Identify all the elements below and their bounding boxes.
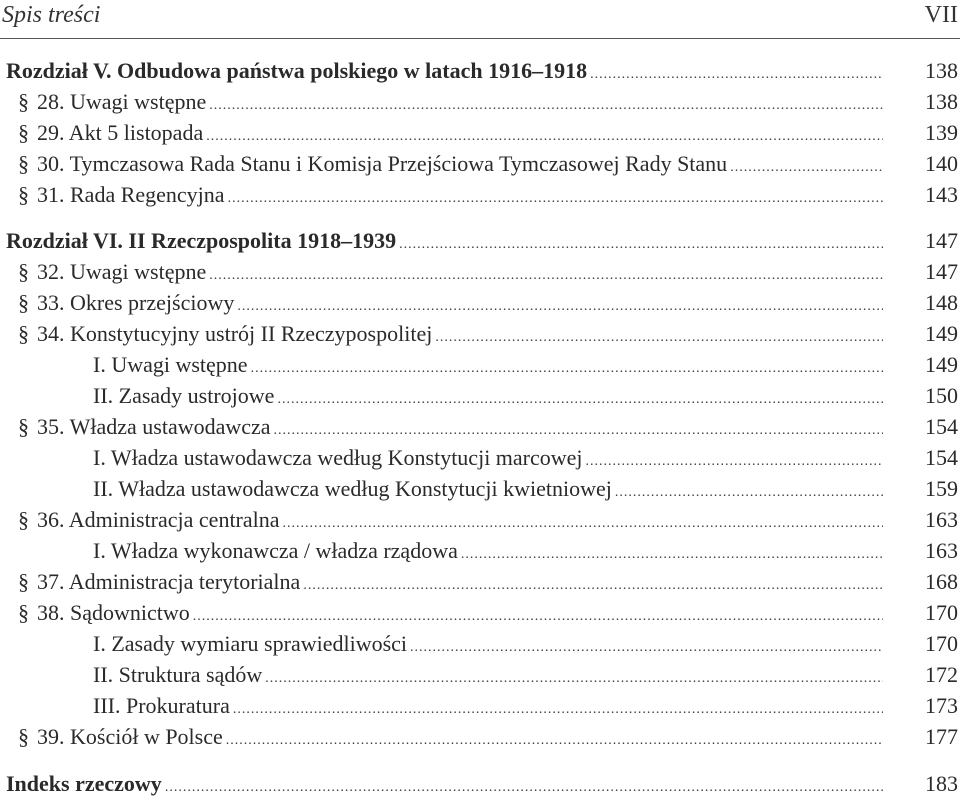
dot-leader xyxy=(461,540,883,570)
dot-leader xyxy=(274,416,883,446)
toc-entry-line xyxy=(18,118,883,148)
toc-entry-label: II. Zasady ustrojowe xyxy=(93,383,275,408)
toc-page-number: 172 xyxy=(925,662,958,687)
dot-leader xyxy=(283,509,883,539)
toc-page-number: 163 xyxy=(925,507,958,532)
dot-leader xyxy=(586,447,883,477)
dot-leader xyxy=(209,91,883,121)
dot-leader xyxy=(226,726,883,756)
toc-entry-line xyxy=(93,536,883,566)
toc-entry-line xyxy=(18,319,883,349)
dot-leader xyxy=(209,261,883,291)
section-sign: § xyxy=(18,724,29,749)
toc-entry-line xyxy=(18,257,883,287)
toc-page-number: 138 xyxy=(925,89,958,114)
toc-entry-label: II. Struktura sądów xyxy=(93,662,263,687)
toc-entry-line xyxy=(93,660,883,690)
toc-subsection-entry[interactable] xyxy=(0,381,960,411)
page-number-roman: VII xyxy=(924,2,958,28)
toc-entry-line xyxy=(18,149,883,179)
toc-entry-label: Indeks rzeczowy xyxy=(6,771,162,796)
section-sign: § xyxy=(18,321,29,346)
toc-subsection-entry[interactable] xyxy=(0,350,960,380)
dot-leader xyxy=(399,230,883,260)
toc-page-number: 147 xyxy=(925,259,958,284)
toc-entry-line xyxy=(6,769,883,799)
toc-page-number: 147 xyxy=(925,228,958,253)
toc-entry-label: I. Władza wykonawcza / władza rządowa xyxy=(93,538,458,563)
toc-entry-label: 34. Konstytucyjny ustrój II Rzeczypospolitej xyxy=(37,321,433,346)
section-sign: § xyxy=(18,182,29,207)
toc-entry-label: 32. Uwagi wstępne xyxy=(37,259,207,284)
dot-leader xyxy=(730,153,883,183)
toc-entry-line xyxy=(93,474,883,504)
dot-leader xyxy=(590,60,883,90)
toc-page-number: 138 xyxy=(925,58,958,83)
toc-entry-line xyxy=(93,381,883,411)
dot-leader xyxy=(233,695,883,725)
toc-section-entry[interactable] xyxy=(0,288,960,318)
toc-page-number: 139 xyxy=(925,120,958,145)
toc-entry-line xyxy=(18,505,883,535)
toc-entry-line xyxy=(18,567,883,597)
running-title: Spis treści xyxy=(2,2,101,28)
toc-section-entry[interactable] xyxy=(0,257,960,287)
toc-entry-label: 31. Rada Regencyjna xyxy=(37,182,225,207)
toc-page-number: 150 xyxy=(925,383,958,408)
dot-leader xyxy=(193,602,883,632)
toc-page-number: 163 xyxy=(925,538,958,563)
toc-entry-label: I. Uwagi wstępne xyxy=(93,352,248,377)
toc-page-number: 159 xyxy=(925,476,958,501)
page-header xyxy=(0,0,960,40)
toc-entry-label: 35. Władza ustawodawcza xyxy=(37,414,271,439)
dot-leader xyxy=(237,292,883,322)
toc-page-number: 148 xyxy=(925,290,958,315)
toc-entry-label: 29. Akt 5 listopada xyxy=(37,120,204,145)
toc-entry-label: 39. Kościół w Polsce xyxy=(37,724,223,749)
toc-chapter-entry[interactable] xyxy=(0,226,960,256)
toc-subsection-entry[interactable] xyxy=(0,629,960,659)
toc-section-entry[interactable] xyxy=(0,722,960,752)
toc-page-number: 154 xyxy=(925,414,958,439)
toc-subsection-entry[interactable] xyxy=(0,474,960,504)
toc-page-number: 143 xyxy=(925,182,958,207)
toc-entry-label: I. Zasady wymiaru sprawiedliwości xyxy=(93,631,408,656)
toc-page-number: 170 xyxy=(925,631,958,656)
toc-entry-line xyxy=(18,722,883,752)
toc-section-entry[interactable] xyxy=(0,180,960,210)
toc-subsection-entry[interactable] xyxy=(0,443,960,473)
toc-chapter-entry[interactable] xyxy=(0,769,960,799)
toc-entry-line xyxy=(93,443,883,473)
section-sign: § xyxy=(18,507,29,532)
dot-leader xyxy=(303,571,883,601)
toc-entry-label: 33. Okres przejściowy xyxy=(37,290,235,315)
toc-page-number: 170 xyxy=(925,600,958,625)
toc-subsection-entry[interactable] xyxy=(0,691,960,721)
toc-section-entry[interactable] xyxy=(0,567,960,597)
toc-entry-label: Rozdział VI. II Rzeczpospolita 1918–1939 xyxy=(6,228,397,253)
toc-chapter-entry[interactable] xyxy=(0,56,960,86)
toc-entry-line xyxy=(18,180,883,210)
toc-page-number: 177 xyxy=(925,724,958,749)
dot-leader xyxy=(615,478,883,508)
dot-leader xyxy=(165,773,883,803)
toc-entry-line xyxy=(6,56,883,86)
toc-section-entry[interactable] xyxy=(0,598,960,628)
toc-page-number: 154 xyxy=(925,445,958,470)
toc-section-entry[interactable] xyxy=(0,319,960,349)
toc-entry-line xyxy=(93,350,883,380)
section-sign: § xyxy=(18,259,29,284)
toc-section-entry[interactable] xyxy=(0,87,960,117)
toc-entry-label: 28. Uwagi wstępne xyxy=(37,89,207,114)
toc-subsection-entry[interactable] xyxy=(0,660,960,690)
toc-section-entry[interactable] xyxy=(0,412,960,442)
toc-section-entry[interactable] xyxy=(0,118,960,148)
dot-leader xyxy=(265,664,883,694)
dot-leader xyxy=(277,385,883,415)
section-sign: § xyxy=(18,600,29,625)
dot-leader xyxy=(251,354,883,384)
toc-entry-label: Rozdział V. Odbudowa państwa polskiego w latach 1916–1918 xyxy=(6,58,588,83)
toc-page-number: 140 xyxy=(925,151,958,176)
dot-leader xyxy=(410,633,883,663)
section-sign: § xyxy=(18,569,29,594)
toc-entry-line xyxy=(93,691,883,721)
toc-section-entry[interactable] xyxy=(0,505,960,535)
toc-section-entry[interactable] xyxy=(0,149,960,179)
section-sign: § xyxy=(18,290,29,315)
section-sign: § xyxy=(18,151,29,176)
section-sign: § xyxy=(18,120,29,145)
toc-entry-label: I. Władza ustawodawcza według Konstytucji marcowej xyxy=(93,445,583,470)
toc-page-number: 168 xyxy=(925,569,958,594)
toc-entry-line xyxy=(18,288,883,318)
toc-entry-line xyxy=(93,629,883,659)
dot-leader xyxy=(435,323,883,353)
toc-entry-line xyxy=(6,226,883,256)
toc-entry-line xyxy=(18,598,883,628)
section-sign: § xyxy=(18,89,29,114)
toc-entry-line xyxy=(18,87,883,117)
dot-leader xyxy=(206,122,883,152)
toc-entry-label: 37. Administracja terytorialna xyxy=(37,569,301,594)
toc-page-number: 183 xyxy=(925,771,958,796)
toc-entry-label: 30. Tymczasowa Rada Stanu i Komisja Przejściowa Tymczasowej Rady Stanu xyxy=(37,151,728,176)
toc-entry-label: II. Władza ustawodawcza według Konstytucji kwietniowej xyxy=(93,476,612,501)
toc-entry-label: 38. Sądownictwo xyxy=(37,600,190,625)
dot-leader xyxy=(228,184,883,214)
toc-entry-label: 36. Administracja centralna xyxy=(37,507,280,532)
toc-entry-label: III. Prokuratura xyxy=(93,693,230,718)
toc-entry-line xyxy=(18,412,883,442)
section-sign: § xyxy=(18,414,29,439)
toc-subsection-entry[interactable] xyxy=(0,536,960,566)
toc-page-number: 149 xyxy=(925,352,958,377)
toc-page-number: 173 xyxy=(925,693,958,718)
toc-page-number: 149 xyxy=(925,321,958,346)
header-rule xyxy=(0,38,960,39)
